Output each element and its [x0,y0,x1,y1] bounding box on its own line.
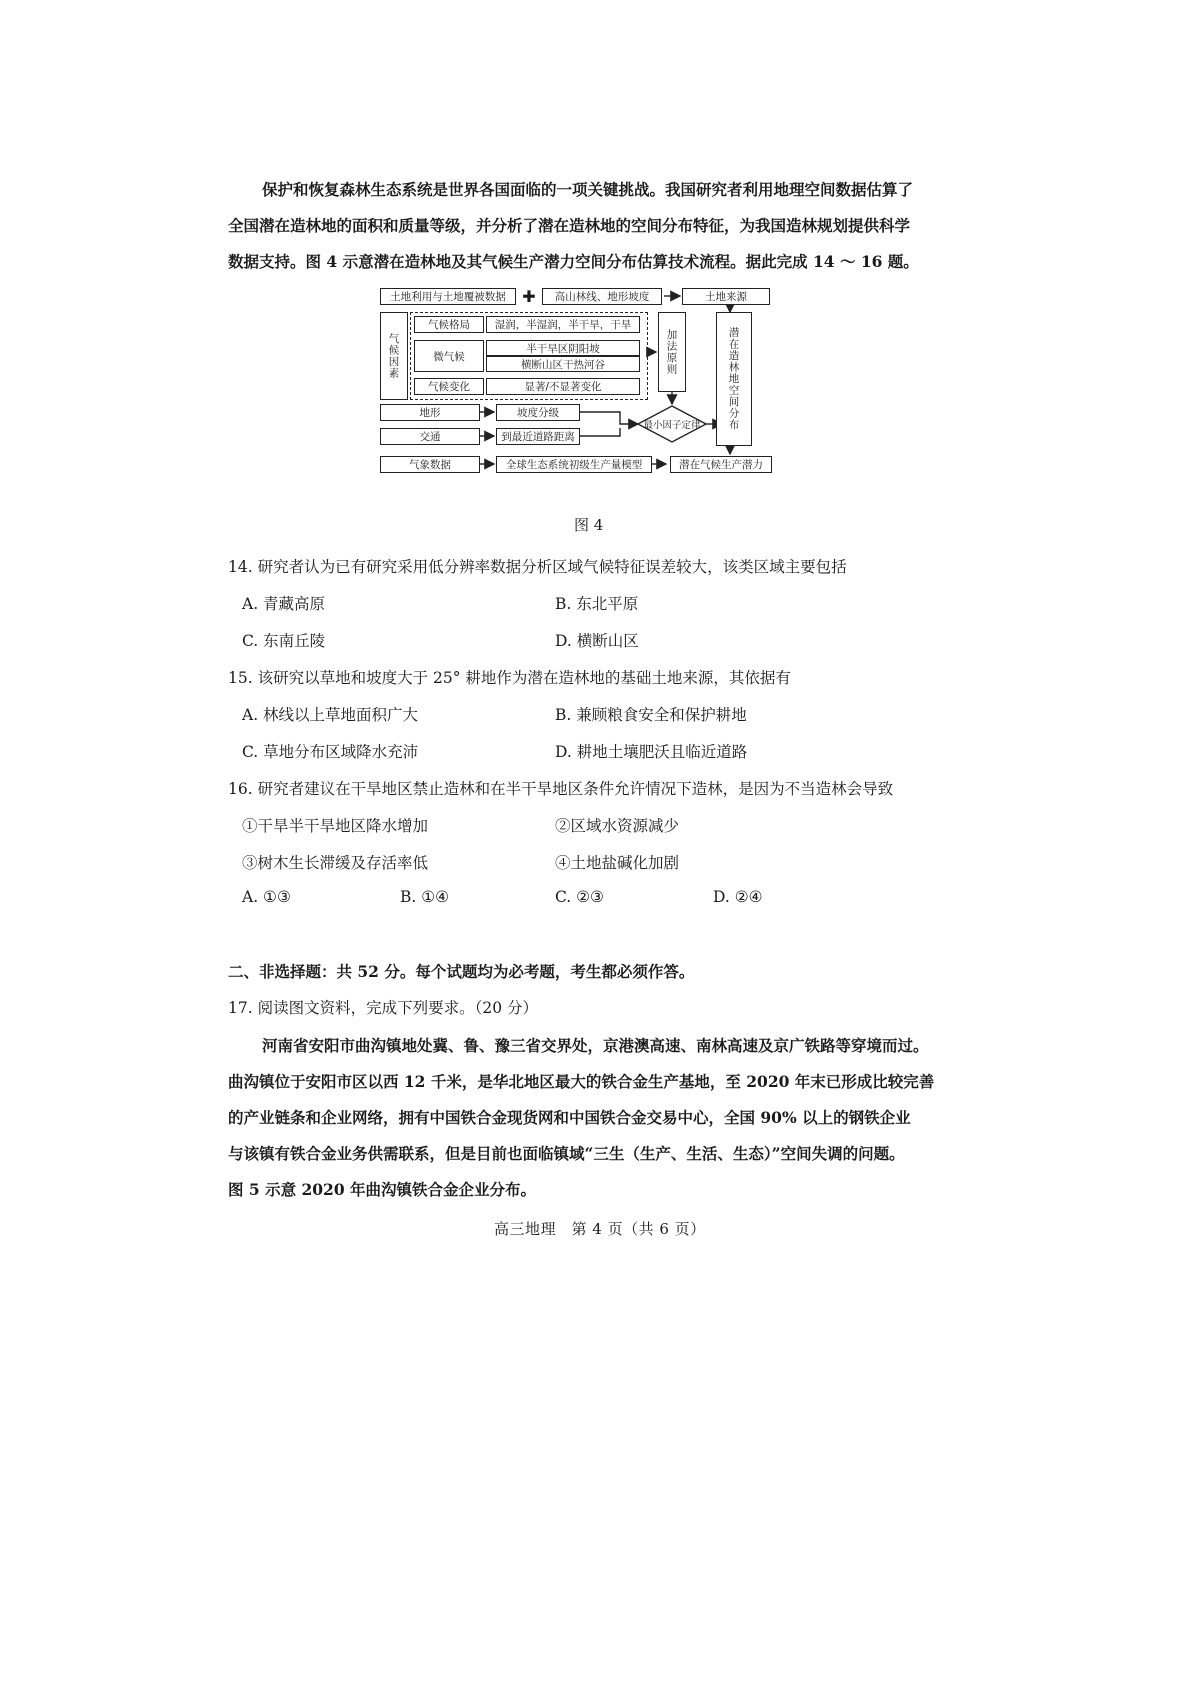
addition-rule-box: 加法原则 [658,312,686,392]
q15-stem: 15. 该研究以草地和坡度大于 25° 耕地作为潜在造林地的基础土地来源，其依据有 [228,669,791,687]
meteorological-data-box: 气象数据 [380,456,480,473]
q14-stem: 14. 研究者认为已有研究采用低分辨率数据分析区域气候特征误差较大，该类区域主要包括 [228,558,847,576]
q15-option-d[interactable]: D. 耕地土壤肥沃且临近道路 [555,743,748,761]
terrain-box: 地形 [380,404,480,421]
q16-statement-4: ④土地盐碱化加剧 [555,854,680,872]
q16-option-a[interactable]: A. ①③ [242,888,291,906]
potential-climate-productivity-box: 潜在气候生产潜力 [670,456,772,473]
slope-grade-box: 坡度分级 [496,404,580,421]
road-distance-box: 到最近道路距离 [496,428,580,445]
q15-option-b[interactable]: B. 兼顾粮食安全和保护耕地 [555,706,747,724]
q17-text-line-5: 图 5 示意 2020 年曲沟镇铁合金企业分布。 [228,1180,537,1199]
micro-climate-box: 微气候 [414,340,484,372]
min-factor-label: 最小因子定律 [643,420,701,431]
plus-icon: ✚ [520,287,538,306]
micro-climate-slope-box: 半干旱区阴阳坡 [486,340,640,356]
q17-text-line-4: 与该镇有铁合金业务供需联系，但是目前也面临镇域“三生（生产、生活、生态）”空间失调的问题。 [228,1144,905,1163]
q16-option-d[interactable]: D. ②④ [713,888,763,906]
q14-option-d[interactable]: D. 横断山区 [555,632,639,650]
q14-option-b[interactable]: B. 东北平原 [555,595,639,613]
micro-climate-valley-box: 横断山区干热河谷 [486,356,640,372]
land-use-data-box: 土地利用与土地覆被数据 [380,288,516,305]
q16-option-c[interactable]: C. ②③ [555,888,604,906]
climate-pattern-box: 气候格局 [414,316,484,333]
climate-pattern-value-box: 湿润，半湿润，半干旱，干旱 [486,316,640,333]
q17-stem: 17. 阅读图文资料，完成下列要求。（20 分） [228,999,538,1017]
figure-4-flowchart [380,288,820,504]
section-2-heading: 二、非选择题：共 52 分。每个试题均为必考题，考生都必须作答。 [228,962,695,981]
land-source-box: 土地来源 [682,288,770,305]
q15-option-a[interactable]: A. 林线以上草地面积广大 [242,706,419,724]
intro-line-1: 保护和恢复森林生态系统是世界各国面临的一项关键挑战。我国研究者利用地理空间数据估算了 [262,180,914,199]
forest-line-slope-box: 高山林线、地形坡度 [542,288,662,305]
q16-statement-1: ①干旱半干旱地区降水增加 [242,817,429,835]
q16-statement-3: ③树木生长滞缓及存活率低 [242,854,429,872]
page-footer: 高三地理 第 4 页（共 6 页） [494,1220,706,1238]
q14-option-c[interactable]: C. 东南丘陵 [242,632,326,650]
transport-box: 交通 [380,428,480,445]
climate-factor-box: 气候因素 [380,312,408,400]
potential-afforestation-box: 潜在造林地空间分布 [716,312,752,446]
q15-option-c[interactable]: C. 草地分布区域降水充沛 [242,743,419,761]
intro-line-3: 数据支持。图 4 示意潜在造林地及其气候生产潜力空间分布估算技术流程。据此完成 14 ～ 16 题。 [228,252,919,271]
q14-option-a[interactable]: A. 青藏高原 [242,595,326,613]
q17-text-line-2: 曲沟镇位于安阳市区以西 12 千米，是华北地区最大的铁合金生产基地，至 2020 年末已形成比较完善 [228,1072,935,1091]
q16-stem: 16. 研究者建议在干旱地区禁止造林和在半干旱地区条件允许情况下造林，是因为不当造林会导致 [228,780,894,798]
figure-caption: 图 4 [574,516,604,534]
q16-statement-2: ②区域水资源减少 [555,817,680,835]
intro-line-2: 全国潜在造林地的面积和质量等级，并分析了潜在造林地的空间分布特征，为我国造林规划提供科学 [228,216,911,235]
ecosystem-model-box: 全球生态系统初级生产量模型 [496,456,652,473]
q17-text-line-1: 河南省安阳市曲沟镇地处冀、鲁、豫三省交界处，京港澳高速、南林高速及京广铁路等穿境而过。 [262,1036,929,1055]
q16-option-b[interactable]: B. ①④ [400,888,450,906]
climate-change-value-box: 显著/不显著变化 [486,378,640,395]
climate-change-box: 气候变化 [414,378,484,395]
q17-text-line-3: 的产业链条和企业网络，拥有中国铁合金现货网和中国铁合金交易中心，全国 90% 以上的钢铁企业 [228,1108,911,1127]
